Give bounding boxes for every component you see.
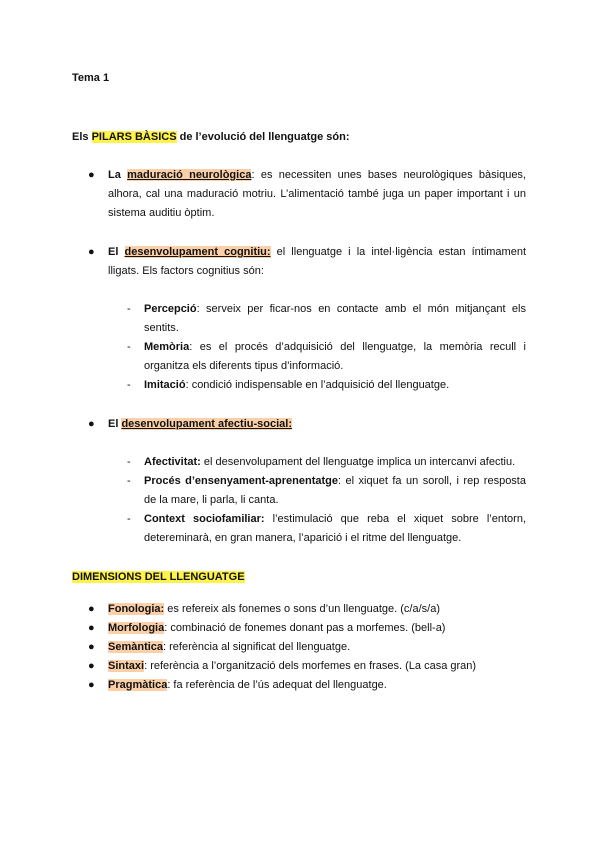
dimension-pragmatica: Pragmàtica: fa referència de l’ús adequat del llenguatge.: [108, 679, 387, 691]
tema-label: Tema 1: [72, 72, 110, 84]
heading-highlight: PILARS BÀSICS: [91, 131, 177, 143]
sub-percepcio-line-1: Percepció: serveix per ficar-nos en contacte amb el món mitjançant els: [144, 303, 526, 315]
sub-context-line-1: Context sociofamiliar: l’estimulació que reba el xiquet sobre l’entorn,: [144, 513, 526, 525]
pillar-2-line-2: lligats. Els factors cognitius són:: [108, 265, 264, 277]
sub-afectivitat-line-1: Afectivitat: el desenvolupament del llenguatge implica un intercanvi afectiu.: [144, 456, 516, 468]
dash-icon: -: [127, 341, 131, 353]
pillar-1-label: maduració neurològica: [127, 169, 252, 181]
bullet-icon: ●: [88, 418, 95, 430]
dimension-sintaxi: Sintaxi: referència a l’organització dels morfemes en frases. (La casa gran): [108, 660, 477, 672]
pillar-2-label: desenvolupament cognitiu:: [124, 246, 271, 258]
dash-icon: -: [127, 303, 131, 315]
sub-memoria-line-1: Memòria: es el procés d’adquisició del llenguatge, la memòria recull i: [144, 341, 526, 353]
bullet-icon: ●: [88, 679, 95, 691]
dash-icon: -: [127, 513, 131, 525]
dash-icon: -: [127, 475, 131, 487]
sub-memoria-line-2: organitza els diferents tipus d’informació.: [144, 360, 344, 372]
bullet-icon: ●: [88, 603, 95, 615]
sub-imitacio-line-1: Imitació: condició indispensable en l’adquisició del llenguatge.: [144, 379, 450, 391]
pillar-1-line-2: alhora, cal una maduració motriu. L’alimentació també juga un paper important i un: [108, 188, 526, 200]
heading-pre: Els: [72, 131, 92, 143]
heading-post: de l’evolució del llenguatge són:: [176, 131, 350, 143]
section-heading: [72, 128, 350, 147]
pillar-2-line-1: El desenvolupament cognitiu: el llenguatge i la intel·ligència estan íntimament: [108, 246, 527, 258]
bullet-icon: ●: [88, 622, 95, 634]
pillar-1-line-3: sistema auditiu òptim.: [108, 207, 215, 219]
bullet-icon: ●: [88, 169, 95, 181]
dimension-fonologia: Fonologia: es refereix als fonemes o sons d’un llenguatge. (c/a/s/a): [108, 603, 440, 615]
pillar-3-label: desenvolupament afectiu-social:: [121, 418, 292, 430]
bullet-icon: ●: [88, 246, 95, 258]
dash-icon: -: [127, 379, 131, 391]
dimension-morfologia: Morfologia: combinació de fonemes donant pas a morfemes. (bell-a): [108, 622, 446, 634]
dimensions-title: DIMENSIONS DEL LLENGUATGE: [72, 571, 245, 583]
dimension-semantica: Semàntica: referència al significat del llenguatge.: [108, 641, 351, 653]
sub-context-line-2: detereminarà, en gran manera, l’aparició i el ritme del llenguatge.: [144, 532, 462, 544]
pillar-1-line-1: La maduració neurològica: es necessiten unes bases neurològiques bàsiques,: [108, 169, 526, 181]
sub-proces-line-2: de la mare, li parla, li canta.: [144, 494, 279, 506]
pillar-3-line-1: El desenvolupament afectiu-social:: [108, 418, 292, 430]
dash-icon: -: [127, 456, 131, 468]
sub-proces-line-1: Procés d’ensenyament-aprenentatge: el xiquet fa un soroll, i rep resposta: [144, 475, 526, 487]
bullet-icon: ●: [88, 660, 95, 672]
sub-percepcio-line-2: sentits.: [144, 322, 179, 334]
bullet-icon: ●: [88, 641, 95, 653]
